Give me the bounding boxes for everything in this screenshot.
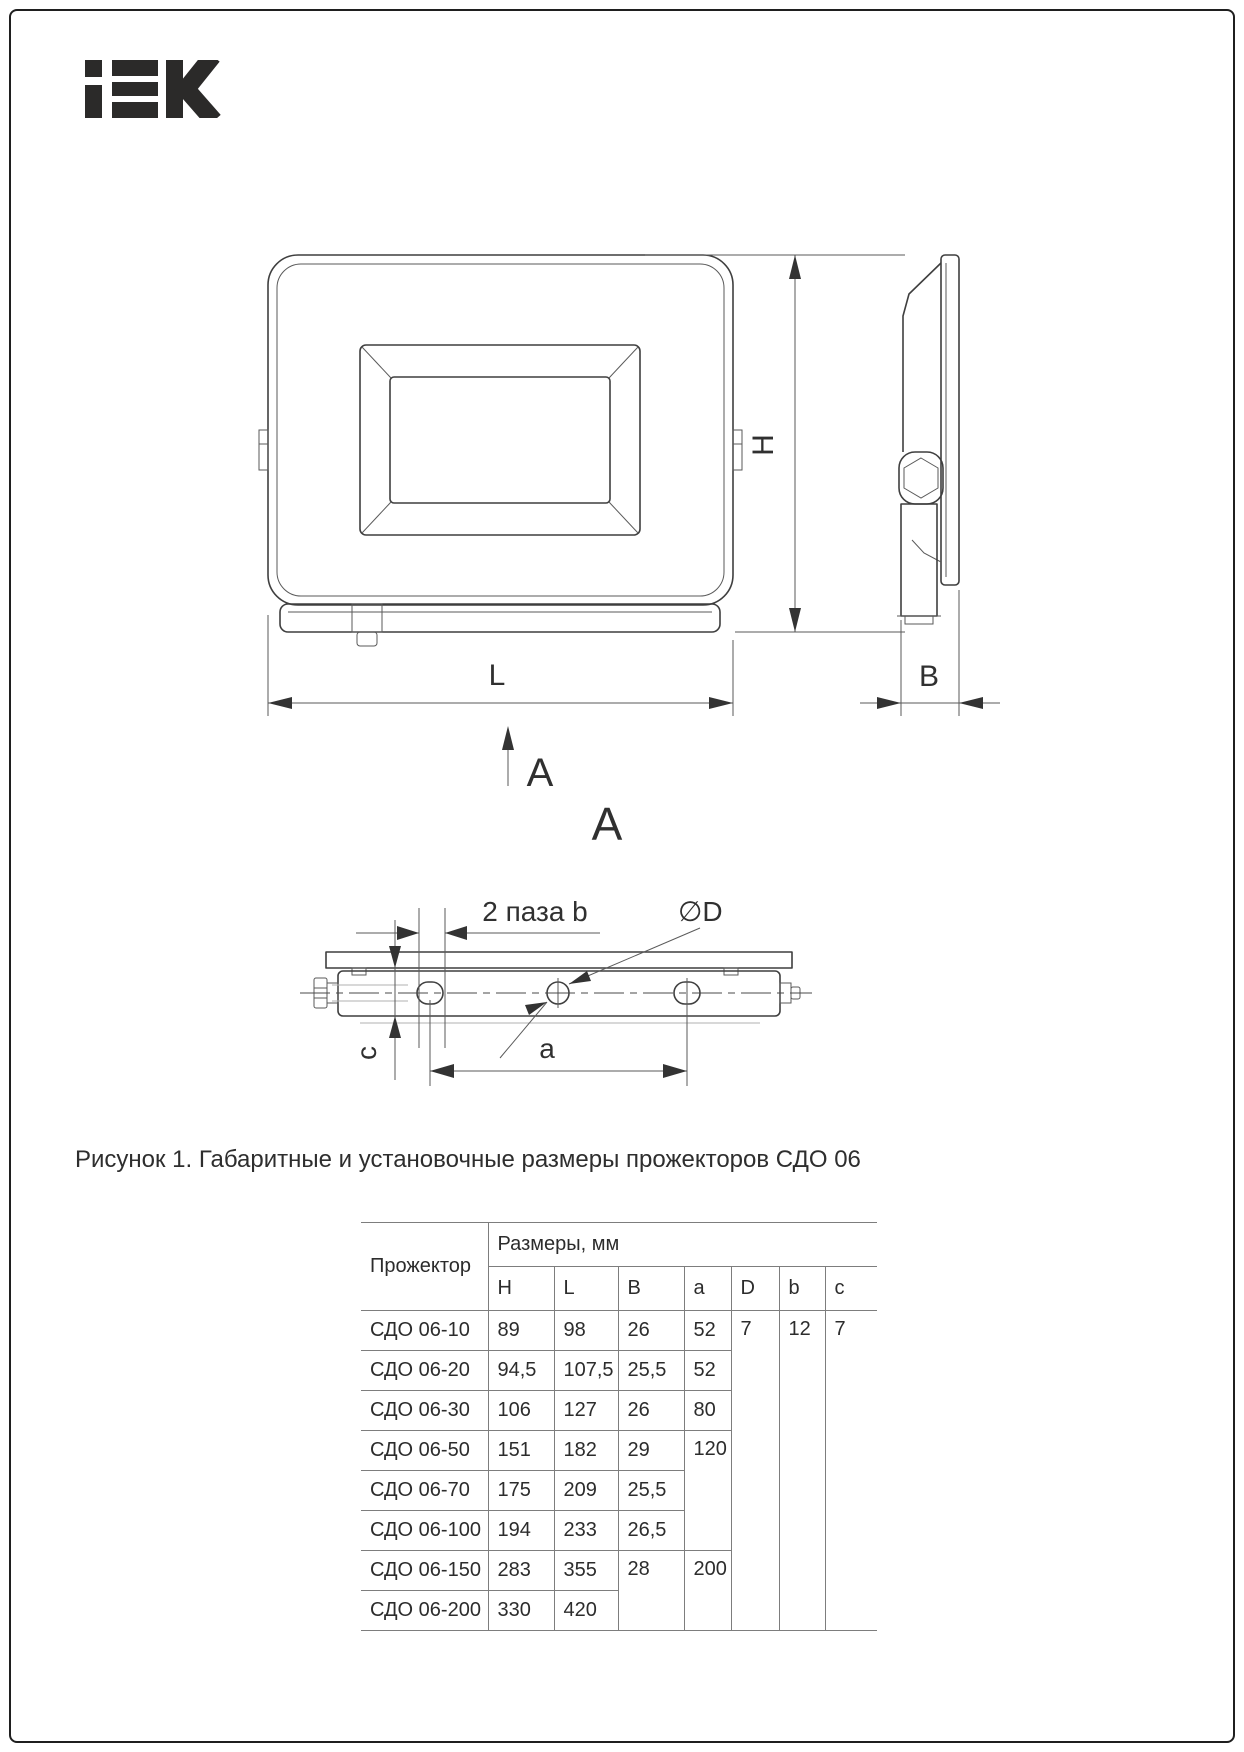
label-c: c: [351, 1046, 382, 1060]
cell-H: 175: [488, 1471, 554, 1511]
cell-B: 29: [618, 1431, 684, 1471]
cell-B: 28: [618, 1551, 684, 1631]
label-hole-diameter: ∅D: [678, 896, 723, 927]
cell-H: 151: [488, 1431, 554, 1471]
row-name: СДО 06-100: [361, 1511, 488, 1551]
section-view: [300, 952, 812, 1023]
cell-L: 107,5: [554, 1351, 618, 1391]
front-view: [259, 255, 742, 646]
cell-H: 194: [488, 1511, 554, 1551]
cell-B: 25,5: [618, 1471, 684, 1511]
col-header-b: b: [779, 1267, 825, 1311]
col-header-B: B: [618, 1267, 684, 1311]
cell-D: 7: [731, 1311, 779, 1631]
cell-a: 52: [684, 1351, 731, 1391]
cell-H: 283: [488, 1551, 554, 1591]
section-arrow-label: A: [526, 751, 554, 795]
cell-a: 120: [684, 1431, 731, 1551]
cell-H: 94,5: [488, 1351, 554, 1391]
cell-B: 26: [618, 1311, 684, 1351]
cell-b: 12: [779, 1311, 825, 1631]
cell-B: 25,5: [618, 1351, 684, 1391]
col-header-H: H: [488, 1267, 554, 1311]
row-name: СДО 06-70: [361, 1471, 488, 1511]
dimension-B: [860, 590, 1000, 716]
cell-H: 89: [488, 1311, 554, 1351]
dimension-L: [268, 615, 733, 716]
cell-a: 200: [684, 1551, 731, 1631]
label-L: L: [488, 659, 506, 692]
dimensions-table: [361, 1222, 877, 1631]
dimension-a: [430, 1000, 687, 1086]
cell-a: 80: [684, 1391, 731, 1431]
section-cut-arrow: [502, 726, 554, 795]
col-header-dimensions-group: Размеры, мм: [488, 1223, 877, 1267]
row-name: СДО 06-10: [361, 1311, 488, 1351]
figure-caption: Рисунок 1. Габаритные и установочные размеры прожекторов СДО 06: [75, 1146, 861, 1173]
table-header-row: [361, 1223, 877, 1267]
cell-B: 26,5: [618, 1511, 684, 1551]
cell-L: 98: [554, 1311, 618, 1351]
cell-H: 106: [488, 1391, 554, 1431]
row-name: СДО 06-50: [361, 1431, 488, 1471]
cell-L: 355: [554, 1551, 618, 1591]
col-header-a: a: [684, 1267, 731, 1311]
cell-L: 182: [554, 1431, 618, 1471]
section-title: A: [591, 798, 623, 850]
cell-B: 26: [618, 1391, 684, 1431]
label-slots-note: 2 паза b: [482, 896, 588, 927]
table-row: [361, 1311, 877, 1351]
cell-L: 209: [554, 1471, 618, 1511]
col-header-D: D: [731, 1267, 779, 1311]
cell-a: 52: [684, 1311, 731, 1351]
label-a: a: [539, 1033, 555, 1064]
row-name: СДО 06-200: [361, 1591, 488, 1631]
row-name: СДО 06-30: [361, 1391, 488, 1431]
cell-H: 330: [488, 1591, 554, 1631]
row-name: СДО 06-20: [361, 1351, 488, 1391]
col-header-L: L: [554, 1267, 618, 1311]
label-B: B: [918, 660, 940, 693]
cell-c: 7: [825, 1311, 877, 1631]
side-view: [897, 255, 959, 624]
row-name: СДО 06-150: [361, 1551, 488, 1591]
cell-L: 420: [554, 1591, 618, 1631]
cell-L: 233: [554, 1511, 618, 1551]
label-H: H: [747, 434, 780, 456]
dimension-H: [645, 255, 905, 632]
dimension-c: [351, 920, 401, 1080]
cell-L: 127: [554, 1391, 618, 1431]
col-header-projector: Прожектор: [361, 1223, 488, 1311]
col-header-c: c: [825, 1267, 877, 1311]
